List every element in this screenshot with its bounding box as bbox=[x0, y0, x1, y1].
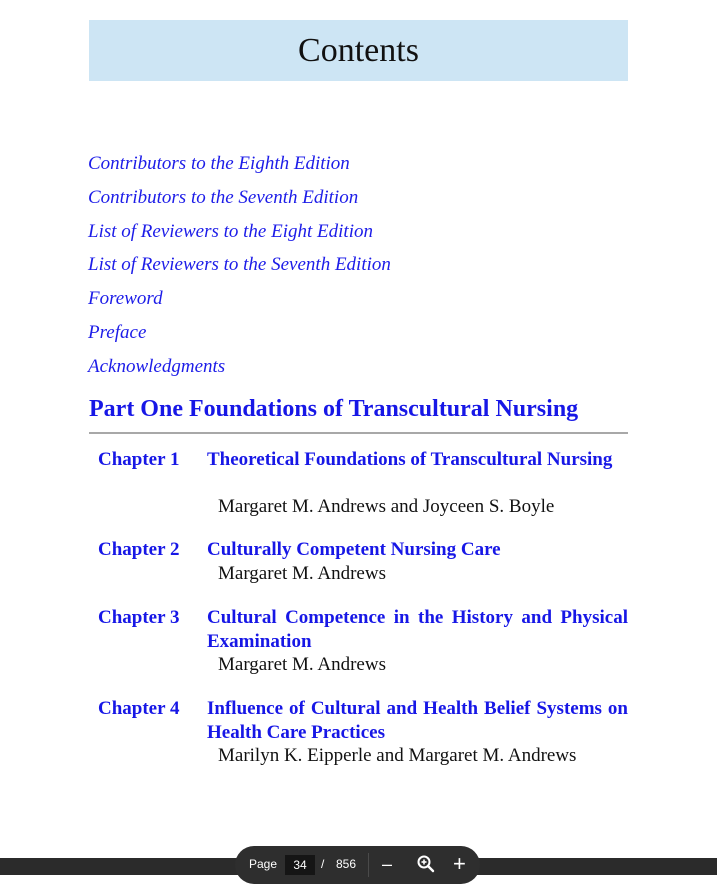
front-matter-link[interactable]: List of Reviewers to the Seventh Edition bbox=[88, 254, 391, 276]
chapter-number-link[interactable]: Chapter 3 bbox=[98, 607, 180, 628]
contents-title-band bbox=[89, 20, 628, 81]
page-title: Contents bbox=[298, 31, 419, 69]
front-matter-link[interactable]: Preface bbox=[88, 321, 147, 343]
chapter-title-link[interactable]: Culturally Competent Nursing Care bbox=[207, 539, 501, 560]
toolbar-divider bbox=[368, 853, 369, 877]
front-matter-link[interactable]: Foreword bbox=[88, 288, 163, 310]
zoom-out-button[interactable]: – bbox=[382, 854, 393, 874]
chapter-author: Margaret M. Andrews and Joyceen S. Boyle bbox=[218, 496, 555, 517]
front-matter-link[interactable]: Contributors to the Eighth Edition bbox=[88, 153, 350, 174]
chapter-title-link[interactable]: Cultural Competence in the History and Physical Examination bbox=[207, 607, 628, 652]
page-navigation-toolbar bbox=[235, 846, 480, 884]
front-matter-link[interactable]: Contributors to the Seventh Edition bbox=[88, 186, 359, 208]
chapter-number-link[interactable]: Chapter 1 bbox=[98, 449, 180, 470]
page-separator: / bbox=[321, 857, 325, 871]
chapter-number-link[interactable]: Chapter 4 bbox=[98, 698, 180, 719]
page-label: Page bbox=[249, 857, 278, 871]
front-matter-link[interactable]: List of Reviewers to the Eight Edition bbox=[88, 220, 373, 242]
front-matter-link[interactable]: Acknowledgments bbox=[88, 355, 226, 377]
chapter-author: Margaret M. Andrews bbox=[218, 654, 386, 675]
current-page-input[interactable]: 34 bbox=[285, 855, 315, 875]
front-matter-list bbox=[88, 150, 391, 387]
chapter-title-link[interactable]: Influence of Cultural and Health Belief Systems on Health Care Practices bbox=[207, 698, 628, 743]
part-divider bbox=[89, 432, 628, 434]
chapter-author: Marilyn K. Eipperle and Margaret M. Andrews bbox=[218, 745, 577, 766]
chapter-title-link[interactable]: Theoretical Foundations of Transcultural Nursing bbox=[207, 449, 613, 470]
magnifier-icon[interactable] bbox=[416, 854, 436, 874]
total-pages: 856 bbox=[336, 857, 357, 871]
zoom-in-button[interactable]: + bbox=[453, 851, 466, 876]
chapter-author: Margaret M. Andrews bbox=[218, 563, 386, 584]
chapter-number-link[interactable]: Chapter 2 bbox=[98, 539, 180, 560]
part-title-link[interactable]: Part One Foundations of Transcultural Nursing bbox=[89, 396, 579, 422]
